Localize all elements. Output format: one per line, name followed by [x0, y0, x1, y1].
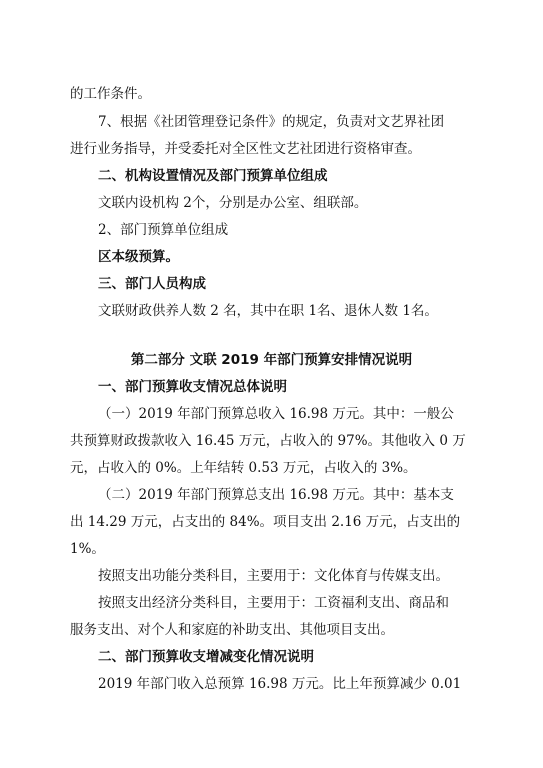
text-line: 7、根据《社团管理登记条件》的规定，负责对文艺界社团	[98, 114, 445, 130]
text-line: 出 14.29 万元，占支出的 84%。项目支出 2.16 万元，占支出的	[70, 514, 461, 530]
text-line: 区本级预算。	[98, 249, 179, 265]
text-line: 按照支出经济分类科目，主要用于：工资福利支出、商品和	[98, 595, 449, 611]
text-line: 服务支出、对个人和家庭的补助支出、其他项目支出。	[70, 622, 394, 638]
section-heading: 一、部门预算收支情况总体说明	[98, 379, 287, 395]
text-line: 共预算财政拨款收入 16.45 万元，占收入的 97%。其他收入 0 万	[70, 433, 466, 449]
part-title: 第二部分 文联 2019 年部门预算安排情况说明	[130, 352, 413, 368]
text-line: 文联内设机构 2个，分别是办公室、组联部。	[98, 195, 368, 211]
text-line: 2019 年部门收入总预算 16.98 万元。比上年预算减少 0.01	[98, 676, 462, 692]
text-line: 按照支出功能分类科目，主要用于：文化体育与传媒支出。	[98, 568, 449, 584]
text-line: 进行业务指导，并受委托对全区性文艺社团进行资格审查。	[70, 141, 421, 157]
text-line: 文联财政供养人数 2 名，其中在职 1名、退休人数 1名。	[98, 303, 438, 319]
text-line: （一）2019 年部门预算总收入 16.98 万元。其中：一般公	[98, 406, 454, 422]
section-heading: 三、部门人员构成	[98, 276, 206, 292]
text-line: 的工作条件。	[70, 86, 151, 102]
section-heading: 二、机构设置情况及部门预算单位组成	[98, 168, 328, 184]
text-line: 2、部门预算单位组成	[98, 222, 229, 238]
text-line: 1%。	[70, 541, 105, 557]
text-line: 元，占收入的 0%。上年结转 0.53 万元，占收入的 3%。	[70, 460, 417, 476]
section-heading: 二、部门预算收支增减变化情况说明	[98, 649, 314, 665]
text-line: （二）2019 年部门预算总支出 16.98 万元。其中：基本支	[98, 487, 454, 503]
